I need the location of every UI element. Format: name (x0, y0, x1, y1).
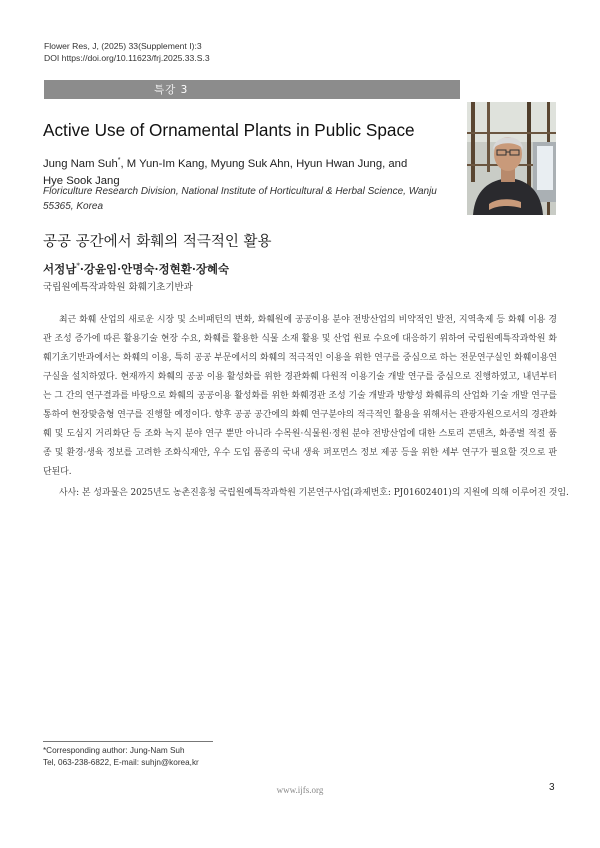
co-authors: , M Yun-Im Kang, Myung Suk Ahn, Hyun Hwan Jung, and (120, 158, 408, 170)
korean-affiliation: 국립원예특작과학원 화훼기초기반과 (43, 282, 193, 293)
footnote-divider (43, 741, 213, 742)
korean-author-list (43, 261, 229, 277)
page-number: 3 (549, 782, 555, 793)
journal-doi: DOI https://doi.org/10.11623/frj.2025.33.S.3 (44, 53, 210, 63)
co-authors-continued: Hye Sook Jang (43, 175, 120, 187)
section-tag: 특강 3 (154, 84, 189, 96)
korean-co-authors: ·강윤임·안명숙·정현환·장혜숙 (79, 262, 230, 276)
acknowledgement: 사사: 본 성과물은 2025년도 농촌진흥청 국립원예특작과학원 기본연구사업(과제번호: PJ01602401)의 지원에 의해 이루어진 것임. (59, 488, 569, 498)
journal-citation: Flower Res, J, (2025) 33(Supplement I):3 (44, 41, 202, 51)
section-tag-bar (44, 80, 460, 99)
journal-header (44, 40, 210, 64)
footnote (43, 745, 199, 769)
korean-title: 공공 공간에서 화훼의 적극적인 활용 (43, 234, 272, 250)
affiliation: Floriculture Research Division, National Institute of Horticultural & Herbal Science, Wanju 55365, Korea (43, 186, 437, 212)
lead-author: Jung Nam Suh (43, 158, 118, 170)
paper-title: Active Use of Ornamental Plants in Public Space (43, 120, 415, 140)
author-photo (467, 102, 556, 215)
author-portrait-image (467, 102, 556, 215)
korean-corresponding-mark: * (76, 262, 80, 270)
footer-url: www.ijfs.org (276, 785, 324, 795)
corresponding-author-note: *Corresponding author: Jung-Nam Suh (43, 746, 185, 755)
korean-lead-author: 서정남 (43, 262, 77, 276)
contact-info: Tel, 063-238-6822, E-mail: suhjn@korea,kr (43, 758, 199, 767)
corresponding-mark: * (117, 157, 121, 164)
abstract-body: 최근 화훼 산업의 새로운 시장 및 소비패턴의 변화, 화훼원에 공공이용 분야 전방산업의 비약적인 발전, 지역축제 등 화훼 이용 경관 조성 증가에 따른 활용기술 현장 수요, 화훼를 활용한 식물 소재 활용 및 산업 원료 수요에 대응하기 위하여 국립원예특작과학원 화훼기초기반과에서는 화훼의 이용, 특히 공공 부문에서의 화훼의 적극적인 이용을 위한 연구를 중심으로 하는 전문연구실인 화훼이용연구실을 설치하였다. 현재까지 화훼의 공공 이용 활성화를 위한 경관화훼 다원적 이용기술 개발 연구를 중심으로 진행하였고, 내년부터는 그 간의 연구결과를 바탕으로 화훼의 공공이용 활성화를 위한 화훼경관 조성 기술 개발과 방향성 화훼류의 산업화 기술 개발 연구를 통하여 현장맞춤형 연구를 진행할 예정이다. 향후 공공 공간에의 화훼 연구분야의 적극적인 활용을 위해서는 관광자원으로서의 경관화훼 및 도심지 거리화단 등 조화 녹지 분야 연구 뿐만 아니라 수목원·식물원·정원 분야 전방산업에 대한 스토리 콘텐츠, 화종별 적절 품종 및 환경·생육 정보를 고려한 조화식재안, 우수 도입 품종의 국내 생육 퍼포먼스 정보 제공 등을 위한 세부 연구가 필요할 것으로 판단된다. (43, 315, 557, 477)
